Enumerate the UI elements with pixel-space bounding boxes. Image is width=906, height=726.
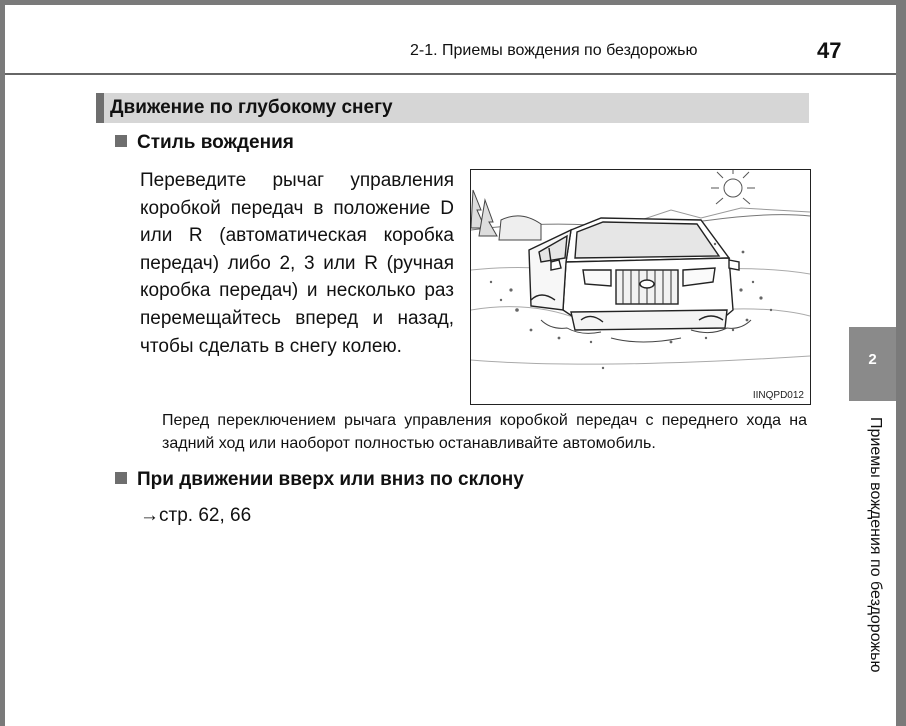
suv-in-snow-figure <box>470 169 811 405</box>
page-number: 47 <box>817 38 842 63</box>
subsection-heading-driving-style <box>115 132 294 154</box>
section-title-accent <box>96 93 104 123</box>
subsection-heading-text: Стиль вождения <box>137 132 294 153</box>
chapter-tab[interactable] <box>849 327 896 401</box>
subsection-heading-text: При движении вверх или вниз по склону <box>137 469 524 490</box>
subsection-heading-slope <box>115 469 524 491</box>
driving-style-paragraph: Переведите рычаг управления коробкой передач в положение D или R (автоматическая коробка передач) либо 2, 3 или R (ручная коробка передач) и несколько раз перемещайтесь вперед и назад, чтобы сделать в снегу колею. <box>140 170 454 357</box>
section-title: Движение по глубокому снегу <box>110 97 393 118</box>
figure-code: IINQPD012 <box>752 390 804 401</box>
running-header: 2-1. Приемы вождения по бездорожью <box>410 42 698 59</box>
chapter-number: 2 <box>868 351 877 368</box>
document-page <box>5 5 896 726</box>
header-divider <box>5 73 896 75</box>
section-title-bar <box>96 93 809 123</box>
chapter-side-label: Приемы вождения по бездорожью <box>867 417 884 673</box>
page-reference-link[interactable]: →стр. 62, 66 <box>140 505 252 526</box>
bullet-square-icon <box>115 472 127 484</box>
bullet-square-icon <box>115 135 127 147</box>
suv-in-deep-snow-icon <box>471 170 810 404</box>
caution-note: Перед переключением рычага управления коробкой передач с переднего хода на задний ход или наоборот полностью останавливайте автомобиль. <box>162 412 807 452</box>
